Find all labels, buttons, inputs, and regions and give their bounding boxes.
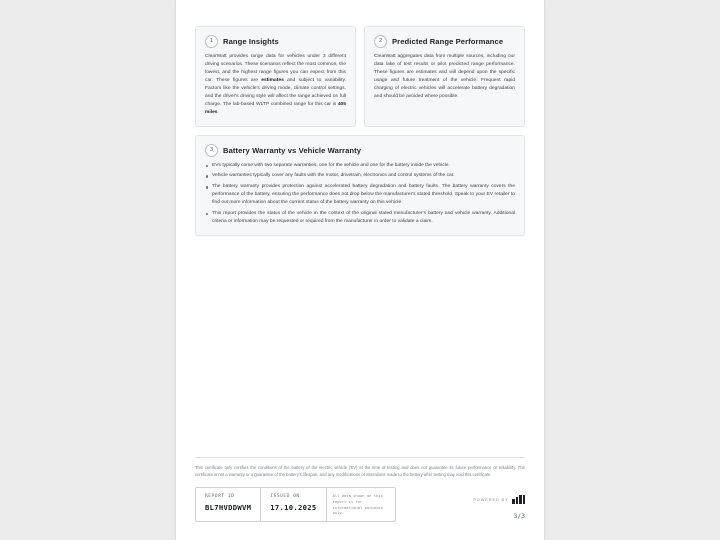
card-header — [205, 144, 515, 157]
list-item: This report provides the status of the vehicle in the context of the original stated manufacturer's battery and vehicle warranty. Additional criteria or information may be requested or required from the manufacturer in order to validate a claim. — [205, 210, 515, 226]
list-item: The battery warranty provides protection against accelerated battery degradation and battery faults. The battery warranty covers the performance of the battery, ensuring the performance does not drop below the manufacturer's stated threshold. Speak to your EV retailer to find out more information about the current status of the battery warranty on this vehicle. — [205, 183, 515, 207]
card-title: Battery Warranty vs Vehicle Warranty — [223, 145, 362, 155]
page-number: 3/3 — [513, 512, 525, 520]
list-item: Vehicle warranties typically cover any faults with the motor, drivetrain, electronics and control systems of the car. — [205, 172, 515, 180]
footer-note: All data shown on this report is for informational purposes only. — [326, 488, 395, 521]
card-title: Predicted Range Performance — [392, 37, 504, 46]
powered-by — [473, 495, 525, 504]
issued-on-label: ISSUED ON — [270, 494, 300, 500]
footer-disclaimer: This certificate only certifies the conditions of the battery of the electric vehicle (EV) at the time of testing and does not guarantee its future performance or reliability. The certificate is not a warranty or a guarantee of the battery's lifespan, and any modifications or alterations made to the battery after testing may void this certificate. — [195, 457, 525, 478]
clearwatt-logo-icon — [512, 495, 525, 504]
card-predicted-range-performance — [364, 26, 525, 127]
powered-by-label: POWERED BY — [473, 497, 509, 502]
card-body: ClearWatt aggregates data from multiple sources, including our data lake of test results or pilot predicted range performance. These figures are estimates and will depend upon the specific usage and future treatment of the vehicle. Frequent rapid charging of electric vehicles will accelerate battery degradation and should be avoided where possible. — [374, 54, 515, 99]
card-body: ClearWatt provides range data for vehicles under 3 different driving scenarios. These scenarios reflect the most common, the lowest, and the highest range figures you can expect from this car. These figures are estimates and subject to variability. Factors like the vehicle's driving mode, climate control settings, and the driver's driving style will affect the range achieved on full charge. The lab-based WLTP combined range for this car is 405 miles. — [205, 54, 346, 115]
issued-on-cell — [260, 488, 325, 521]
card-header — [374, 35, 515, 48]
footer-meta-row — [195, 487, 525, 522]
footer-right — [473, 487, 525, 522]
report-id-label: REPORT ID — [205, 494, 235, 500]
card-battery-vs-vehicle-warranty — [195, 135, 525, 237]
page-footer — [195, 457, 525, 522]
page-content — [195, 26, 525, 236]
report-id-cell — [196, 488, 260, 521]
document-page — [176, 0, 544, 540]
card-number-badge: 2 — [374, 35, 387, 48]
card-number-badge: 1 — [205, 35, 218, 48]
cards-row — [195, 26, 525, 127]
card-title: Range Insights — [223, 37, 279, 46]
warranty-bullet-list — [205, 162, 515, 227]
card-header — [205, 35, 346, 48]
report-meta-box — [195, 487, 396, 522]
card-number-badge: 3 — [205, 144, 218, 157]
card-range-insights — [195, 26, 356, 127]
list-item: EVs typically come with two separate warranties, one for the vehicle and one for the battery inside the vehicle. — [205, 162, 515, 170]
report-id-value: BL7HVDDWVM — [205, 503, 252, 513]
issued-on-value: 17.10.2025 — [270, 503, 317, 513]
